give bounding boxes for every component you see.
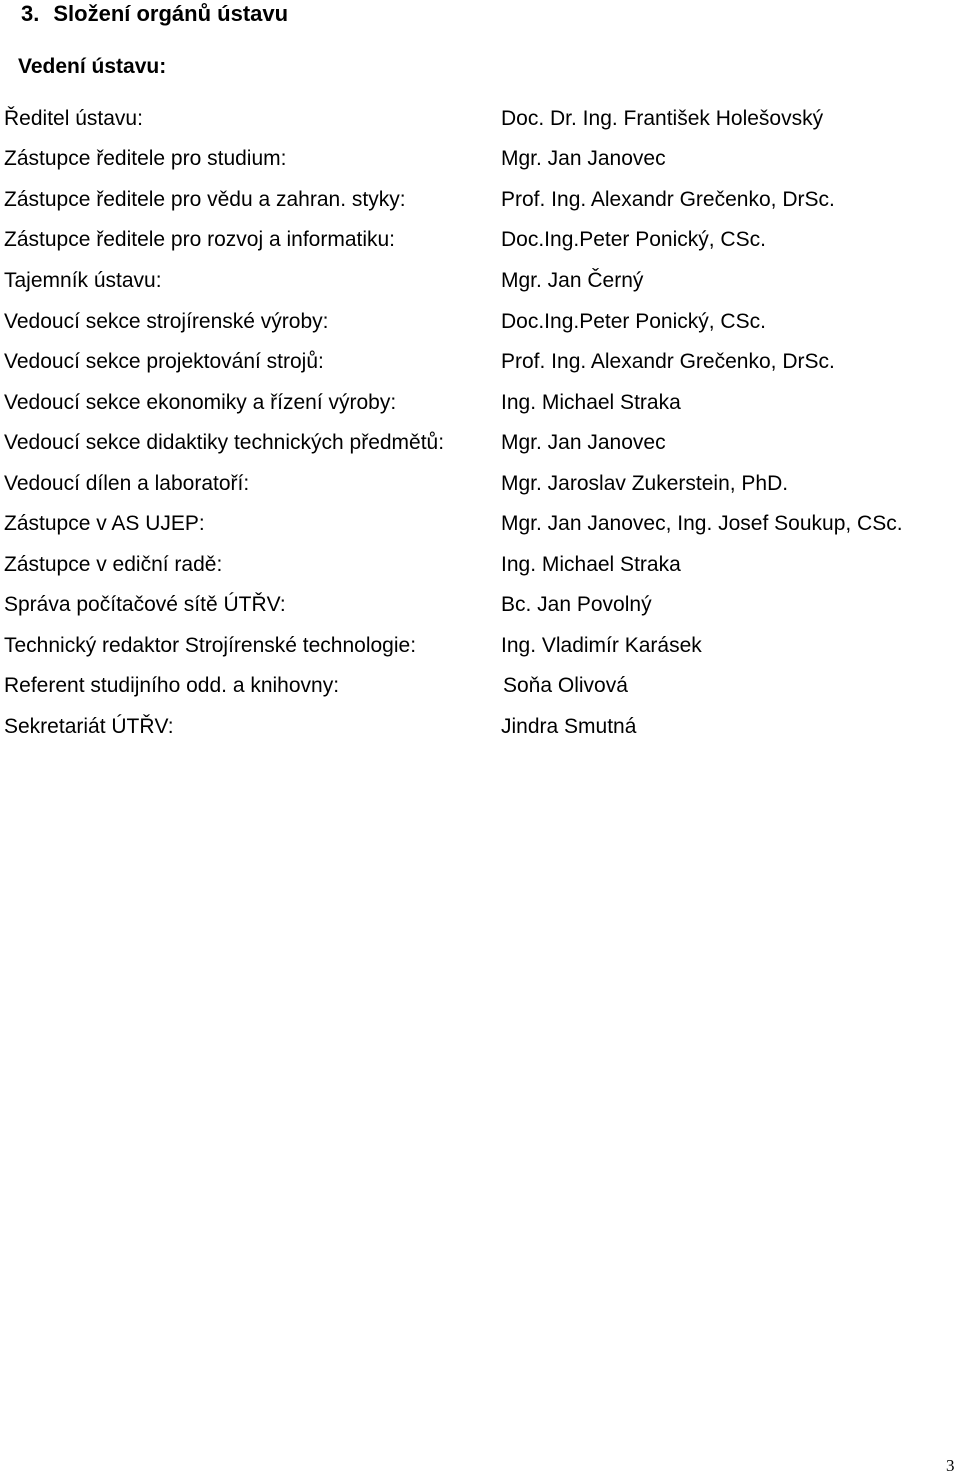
person-name: Mgr. Jan Janovec [501, 431, 666, 454]
person-name: Doc.Ing.Peter Ponický, CSc. [501, 310, 766, 333]
person-name: Ing. Michael Straka [501, 391, 681, 414]
person-name: Ing. Michael Straka [501, 553, 681, 576]
roster-row [0, 388, 960, 418]
person-name: Doc. Dr. Ing. František Holešovský [501, 107, 824, 130]
person-name: Mgr. Jan Janovec, Ing. Josef Soukup, CSc. [501, 512, 903, 535]
role-label: Zástupce ředitele pro vědu a zahran. styky: [4, 188, 406, 211]
roster-row [0, 550, 960, 580]
person-name: Mgr. Jan Janovec [501, 147, 666, 170]
roster-row [0, 225, 960, 255]
roster-row [0, 590, 960, 620]
role-label: Vedoucí dílen a laboratoří: [4, 472, 250, 495]
roster-row [0, 104, 960, 134]
person-name: Prof. Ing. Alexandr Grečenko, DrSc. [501, 188, 835, 211]
role-label: Zástupce v ediční radě: [4, 553, 223, 576]
role-label: Tajemník ústavu: [4, 269, 162, 292]
person-name: Ing. Vladimír Karásek [501, 634, 702, 657]
role-label: Správa počítačové sítě ÚTŘV: [4, 593, 286, 616]
role-label: Referent studijního odd. a knihovny: [4, 674, 340, 697]
roster-row [0, 266, 960, 296]
role-label: Vedoucí sekce projektování strojů: [4, 350, 324, 373]
subsection-heading: Vedení ústavu: [18, 55, 167, 78]
roster-row [0, 671, 960, 701]
section-title: Složení orgánů ústavu [53, 1, 289, 26]
roster-row [0, 144, 960, 174]
role-label: Zástupce v AS UJEP: [4, 512, 205, 535]
role-label: Zástupce ředitele pro rozvoj a informatiku: [4, 228, 396, 251]
role-label: Vedoucí sekce didaktiky technických předmětů: [4, 431, 445, 454]
role-label: Sekretariát ÚTŘV: [4, 715, 174, 738]
roster-row [0, 469, 960, 499]
person-name: Doc.Ing.Peter Ponický, CSc. [501, 228, 766, 251]
person-name: Prof. Ing. Alexandr Grečenko, DrSc. [501, 350, 835, 373]
role-label: Vedoucí sekce strojírenské výroby: [4, 310, 329, 333]
roster-row [0, 347, 960, 377]
person-name: Jindra Smutná [501, 715, 637, 738]
person-name: Mgr. Jan Černý [501, 269, 644, 292]
person-name: Soňa Olivová [503, 674, 628, 697]
roster-row [0, 428, 960, 458]
roster-row [0, 631, 960, 661]
role-label: Vedoucí sekce ekonomiky a řízení výroby: [4, 391, 397, 414]
roster-row [0, 712, 960, 742]
person-name: Bc. Jan Povolný [501, 593, 652, 616]
roster-row [0, 509, 960, 539]
role-label: Ředitel ústavu: [4, 107, 143, 130]
role-label: Zástupce ředitele pro studium: [4, 147, 287, 170]
roster-row [0, 185, 960, 215]
section-heading [21, 0, 288, 28]
roster-row [0, 307, 960, 337]
page-number: 3 [946, 1456, 955, 1475]
role-label: Technický redaktor Strojírenské technologie: [4, 634, 417, 657]
person-name: Mgr. Jaroslav Zukerstein, PhD. [501, 472, 789, 495]
section-number: 3. [21, 1, 40, 26]
